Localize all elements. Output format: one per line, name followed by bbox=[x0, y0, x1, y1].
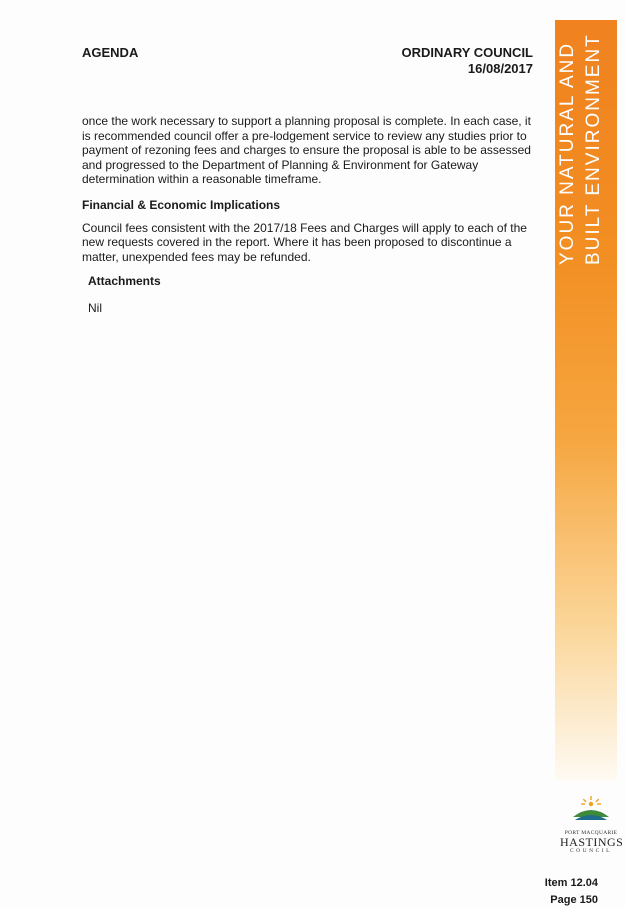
page-number: Page 150 bbox=[550, 894, 598, 906]
paragraph-fees: Council fees consistent with the 2017/18 Fees and Charges will apply to each of the new requests covered in the report. Where it has been proposed to discontinue a matter, unexpended fees may be refunded. bbox=[82, 220, 527, 264]
sidebar-slogan bbox=[555, 20, 617, 280]
logo-bottom-text: COUNCIL bbox=[570, 848, 612, 854]
slogan-line2: BUILT ENVIRONMENT bbox=[583, 33, 604, 265]
council-logo bbox=[560, 795, 622, 854]
document-body bbox=[82, 114, 537, 316]
sun-hills-icon bbox=[571, 795, 611, 823]
header-agenda: AGENDA bbox=[82, 45, 139, 60]
meeting-title: ORDINARY COUNCIL bbox=[401, 45, 533, 60]
paragraph-planning: once the work necessary to support a planning proposal is complete. In each case, it is recommended council offer a pre-lodgement service to review any studies prior to payment of rezoning fees and charges to ensure the proposal is able to be assessed and progressed to the Department of Planning & Environment for Gateway determination within a reasonable timeframe. bbox=[82, 114, 531, 187]
attachments-value: Nil bbox=[88, 300, 102, 315]
heading-attachments: Attachments bbox=[88, 274, 161, 289]
slogan-line1: YOUR NATURAL AND bbox=[557, 41, 578, 265]
item-number: Item 12.04 bbox=[544, 877, 598, 889]
meeting-date: 16/08/2017 bbox=[467, 61, 533, 76]
heading-financial: Financial & Economic Implications bbox=[82, 197, 281, 212]
footer bbox=[545, 875, 598, 909]
logo-top-text: PORT MACQUARIE bbox=[564, 830, 618, 836]
header-meeting bbox=[402, 45, 533, 77]
logo-main-text: HASTINGS bbox=[560, 835, 624, 849]
